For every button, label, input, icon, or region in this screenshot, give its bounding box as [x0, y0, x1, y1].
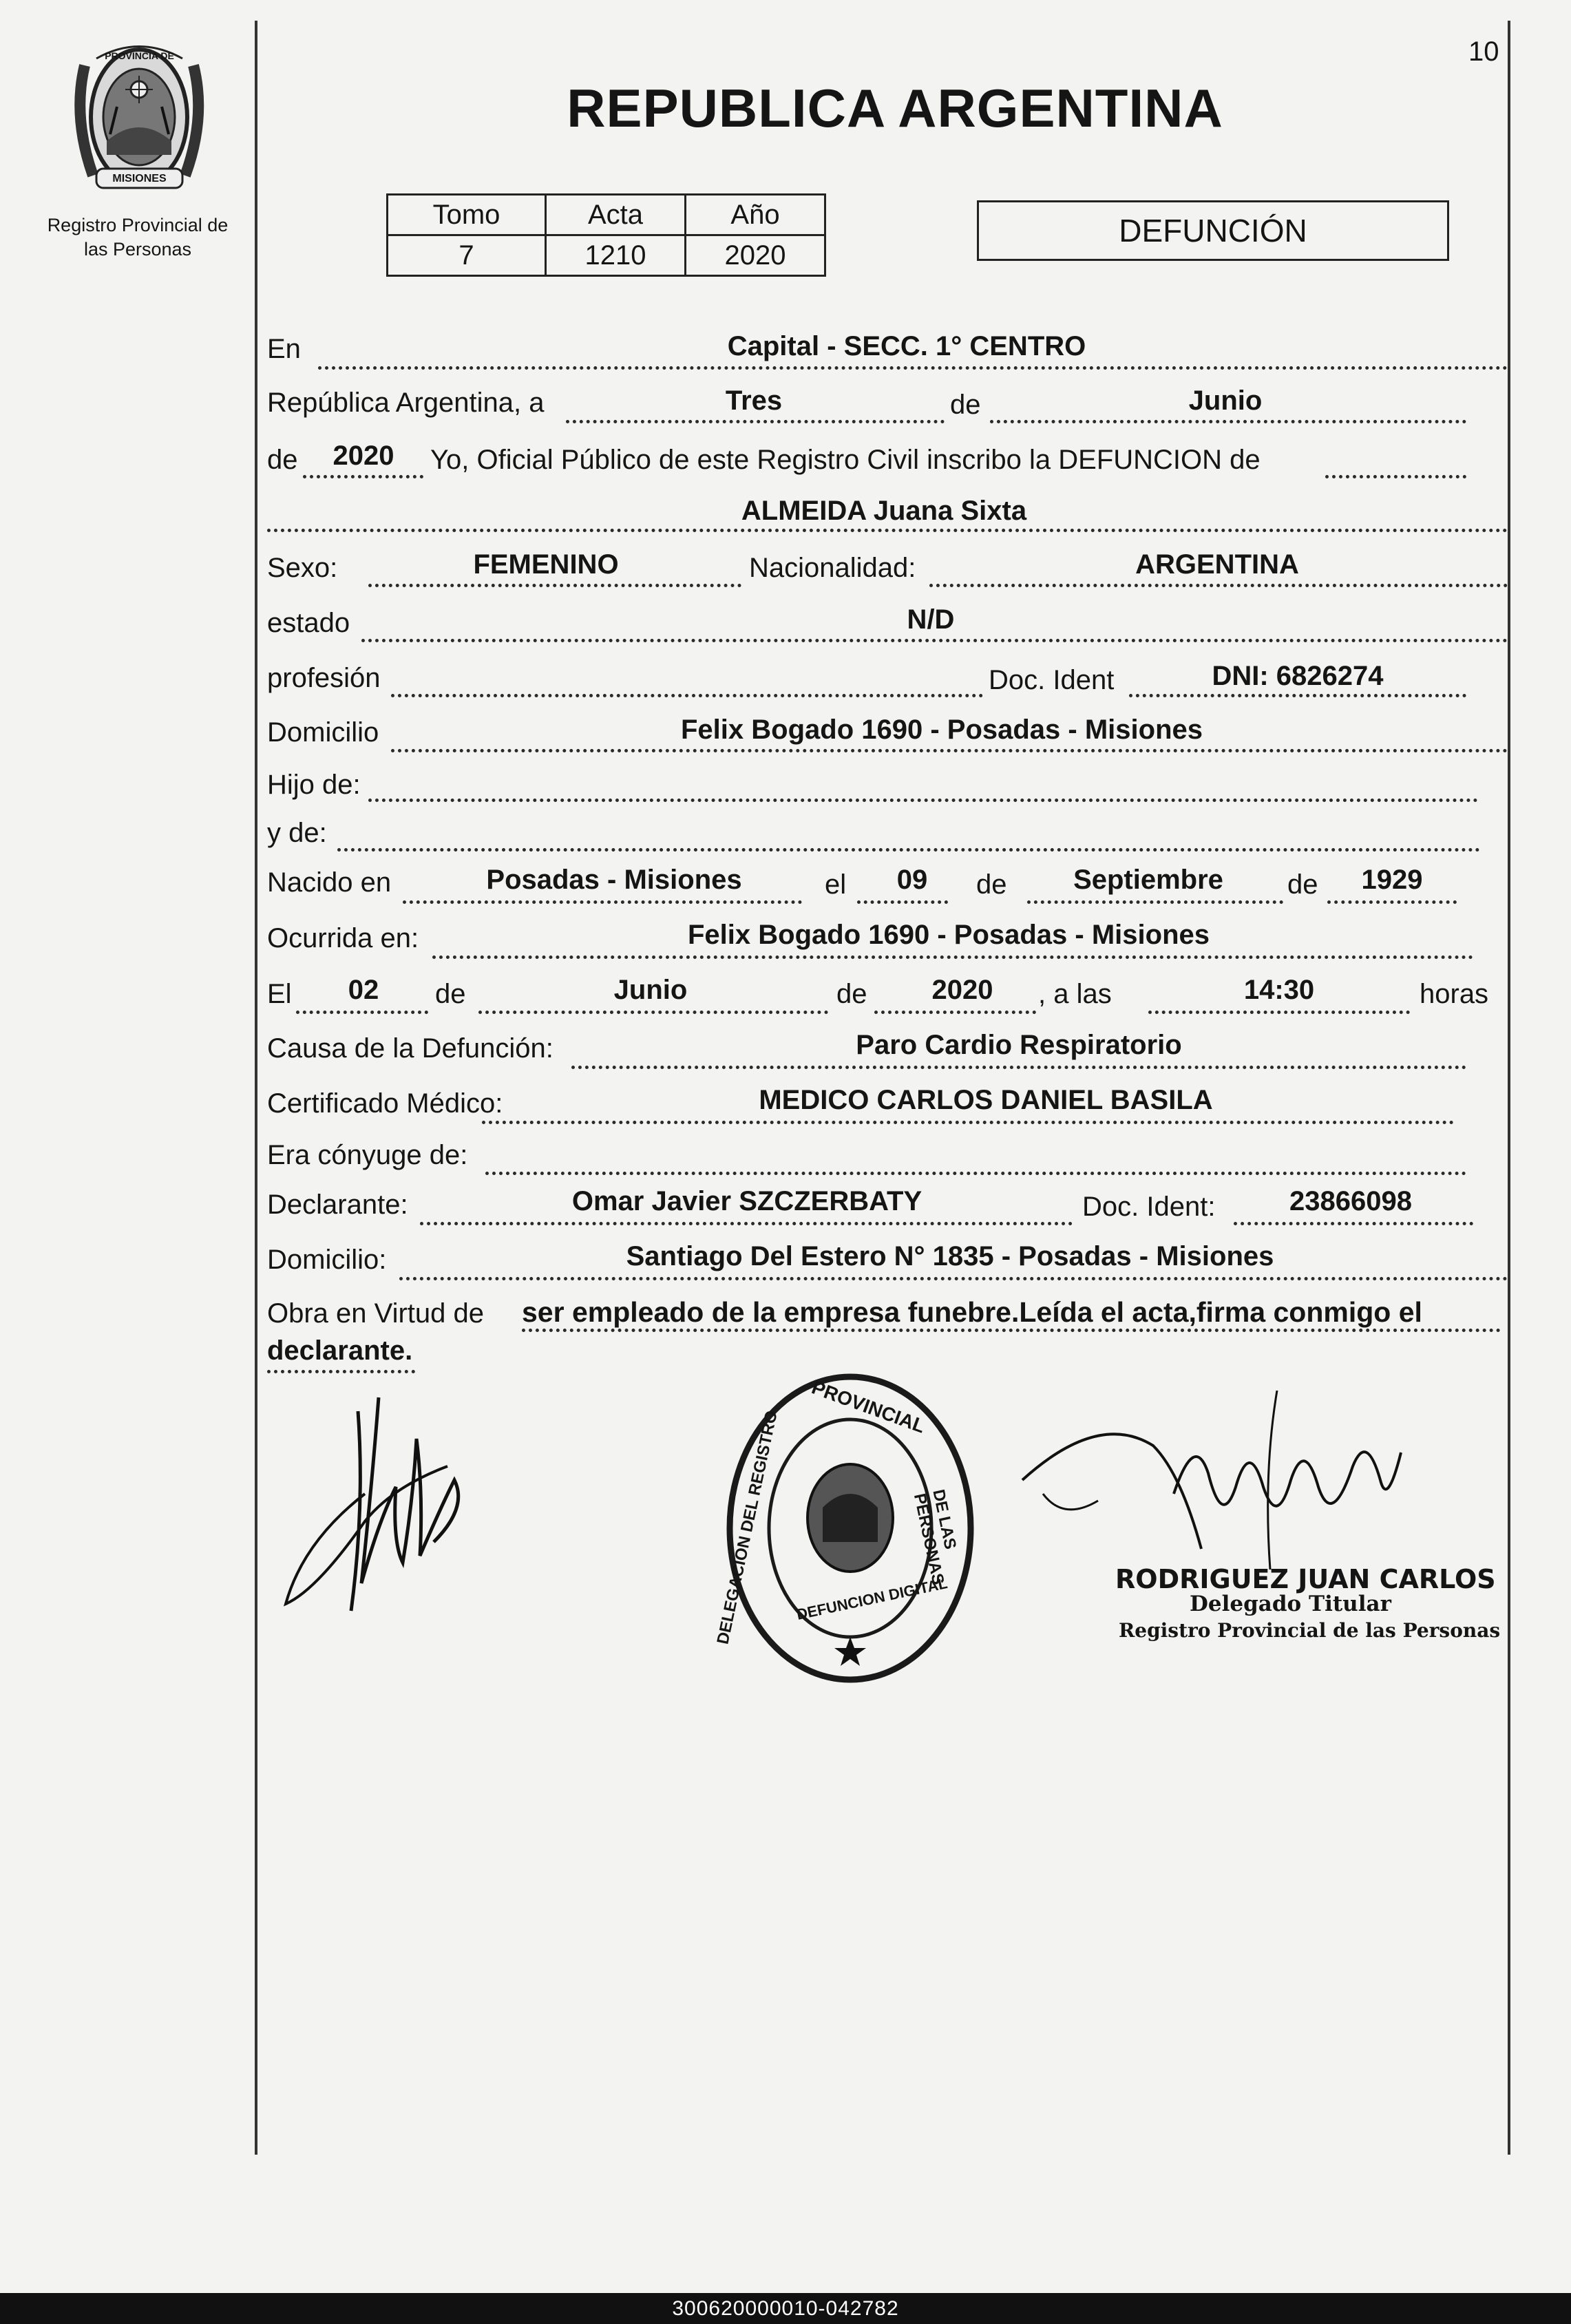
line-nacido-anio — [1327, 900, 1457, 904]
line-nombre — [267, 529, 1508, 532]
anio-value: 2020 — [686, 235, 825, 276]
left-margin-rule — [255, 21, 257, 2155]
value-nacido-en: Posadas - Misiones — [486, 865, 742, 895]
value-anio-inscripcion: 2020 — [333, 441, 394, 471]
line-obra-1 — [522, 1329, 1501, 1332]
value-mes-texto: Junio — [1188, 385, 1263, 416]
value-fallecio-mes: Junio — [613, 975, 688, 1005]
label-y-de: y de: — [267, 818, 327, 848]
line-mes — [990, 420, 1466, 423]
label-conyuge: Era cónyuge de: — [267, 1140, 468, 1170]
label-certificado: Certificado Médico: — [267, 1088, 503, 1119]
value-obra-line-1: ser empleado de la empresa funebre.Leída el acta,firma conmigo el — [522, 1296, 1422, 1328]
value-obra-line-2: declarante. — [267, 1335, 413, 1366]
label-de-2: de — [267, 445, 298, 475]
seal-text-top: PROVINCIA DE — [105, 50, 174, 61]
registry-line-2: las Personas — [83, 239, 192, 260]
value-certificado: MEDICO CARLOS DANIEL BASILA — [759, 1085, 1213, 1115]
line-fallecio-dia — [296, 1011, 428, 1014]
official-signature — [1015, 1391, 1442, 1576]
value-lugar: Capital - SECC. 1° CENTRO — [727, 331, 1086, 361]
label-nacido-en: Nacido en — [267, 867, 392, 898]
label-de-1: de — [950, 390, 981, 420]
label-el-nacido: el — [825, 869, 847, 900]
value-domicilio: Felix Bogado 1690 - Posadas - Misiones — [680, 715, 1203, 745]
label-domicilio-2: Domicilio: — [267, 1245, 387, 1275]
label-profesion: profesión — [267, 663, 381, 693]
value-declarante: Omar Javier SZCZERBATY — [571, 1186, 922, 1216]
label-de-fallecio-1: de — [435, 979, 466, 1009]
label-yo: Yo, Oficial Público de este Registro Civil inscribo la DEFUNCION de — [430, 445, 1261, 475]
line-estado — [361, 639, 1508, 642]
line-profesion — [391, 694, 983, 697]
acta-label: Acta — [546, 195, 686, 235]
page-title: REPUBLICA ARGENTINA — [567, 78, 1223, 138]
value-doc-ident: DNI: 6826274 — [1212, 661, 1384, 691]
label-el: El — [267, 979, 292, 1009]
record-type: DEFUNCIÓN — [1119, 213, 1307, 249]
line-domicilio — [391, 749, 1508, 752]
label-nacionalidad: Nacionalidad: — [749, 553, 916, 583]
line-declarante-domicilio — [399, 1277, 1508, 1280]
label-declarante: Declarante: — [267, 1190, 408, 1220]
value-nacionalidad: ARGENTINA — [1135, 549, 1299, 580]
value-estado: N/D — [907, 604, 955, 635]
line-ocurrida-en — [432, 955, 1473, 959]
label-obra: Obra en Virtud de — [267, 1298, 485, 1329]
registry-name — [14, 213, 262, 262]
official-title: Delegado Titular — [1190, 1592, 1391, 1616]
label-de-fallecio-2: de — [836, 979, 867, 1009]
line-certificado — [482, 1121, 1454, 1124]
line-declarante — [420, 1222, 1073, 1225]
line-nacido-en — [403, 900, 802, 904]
value-fallecio-dia: 02 — [348, 975, 379, 1005]
label-sexo: Sexo: — [267, 553, 338, 583]
label-domicilio: Domicilio — [267, 717, 379, 748]
page-number: 10 — [1468, 36, 1499, 67]
label-republica: República Argentina, a — [267, 388, 545, 418]
barcode-bar — [0, 2293, 1571, 2324]
label-en: En — [267, 334, 301, 364]
line-causa — [571, 1066, 1466, 1069]
seal-text-bottom: MISIONES — [112, 173, 167, 184]
line-y-de — [337, 848, 1480, 852]
line-yo-end — [1325, 475, 1466, 478]
official-name: RODRIGUEZ JUAN CARLOS — [1115, 1564, 1496, 1594]
value-sexo: FEMENINO — [473, 549, 619, 580]
record-type-box — [977, 200, 1449, 261]
line-conyuge — [485, 1172, 1466, 1175]
line-doc-ident — [1129, 694, 1466, 697]
record-table — [386, 193, 826, 277]
value-nacido-anio: 1929 — [1361, 865, 1423, 895]
line-nacionalidad — [929, 584, 1508, 587]
value-fallecio-anio: 2020 — [931, 975, 993, 1005]
line-hora — [1148, 1011, 1410, 1014]
line-sexo — [368, 584, 741, 587]
label-doc-ident: Doc. Ident — [989, 665, 1115, 695]
tomo-value: 7 — [388, 235, 546, 276]
value-declarante-domicilio: Santiago Del Estero N° 1835 - Posadas - Misiones — [626, 1241, 1274, 1271]
registry-line-1: Registro Provincial de — [47, 215, 229, 235]
value-nacido-mes: Septiembre — [1073, 865, 1223, 895]
stamp-ring-right: DE LAS PERSONAS — [909, 1488, 960, 1587]
barcode-text: 300620000010-042782 — [672, 2296, 899, 2320]
line-declarante-doc — [1234, 1222, 1473, 1225]
label-de-nacido-2: de — [1287, 869, 1318, 900]
line-nacido-mes — [1027, 900, 1283, 904]
tomo-label: Tomo — [388, 195, 546, 235]
line-obra-2 — [267, 1370, 415, 1373]
stamp-inner: DEFUNCION DIGITAL — [794, 1574, 949, 1623]
line-lugar — [318, 366, 1508, 370]
label-horas: horas — [1420, 979, 1489, 1009]
value-declarante-doc: 23866098 — [1289, 1186, 1412, 1216]
value-nacido-dia: 09 — [896, 865, 928, 895]
label-causa: Causa de la Defunción: — [267, 1033, 553, 1064]
label-ocurrida-en: Ocurrida en: — [267, 923, 419, 953]
line-nacido-dia — [857, 900, 948, 904]
line-anio — [303, 475, 423, 478]
line-fallecio-mes — [478, 1011, 828, 1014]
label-hijo-de: Hijo de: — [267, 770, 361, 800]
value-hora: 14:30 — [1243, 975, 1315, 1005]
declarant-signature — [275, 1384, 482, 1645]
value-causa: Paro Cardio Respiratorio — [856, 1030, 1182, 1060]
value-nombre: ALMEIDA Juana Sixta — [741, 496, 1027, 526]
acta-value: 1210 — [546, 235, 686, 276]
line-hijo-de — [368, 799, 1478, 802]
official-stamp — [713, 1370, 981, 1687]
line-dia — [566, 420, 945, 423]
stamp-ring-top: PROVINCIAL — [809, 1376, 928, 1437]
right-margin-rule — [1508, 21, 1510, 2155]
stamp-ring-left: DELEGACION DEL REGISTRO — [713, 1408, 781, 1647]
label-a-las: , a las — [1038, 979, 1112, 1009]
label-doc-ident-2: Doc. Ident: — [1082, 1192, 1216, 1222]
label-de-nacido-1: de — [976, 869, 1007, 900]
anio-label: Año — [686, 195, 825, 235]
value-ocurrida-en: Felix Bogado 1690 - Posadas - Misiones — [687, 920, 1210, 950]
official-office: Registro Provincial de las Personas — [1119, 1619, 1501, 1642]
label-estado: estado — [267, 608, 350, 638]
line-fallecio-anio — [874, 1011, 1036, 1014]
value-dia-texto: Tres — [725, 385, 783, 416]
